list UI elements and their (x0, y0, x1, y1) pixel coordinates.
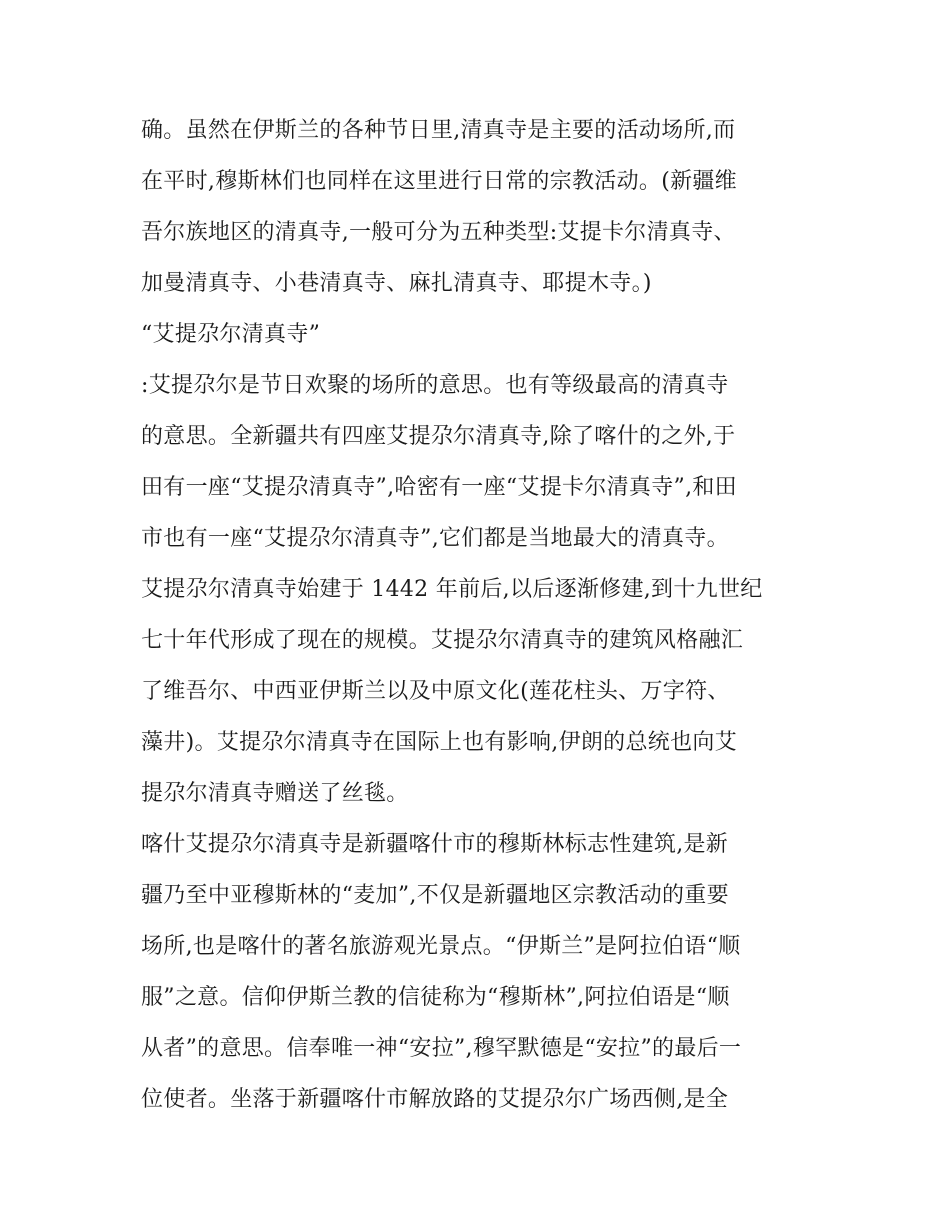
text-line: 七十年代形成了现在的规模。艾提尕尔清真寺的建筑风格融汇 (141, 628, 744, 653)
text-line: 市也有一座“艾提尕尔清真寺”,它们都是当地最大的清真寺。 (141, 526, 729, 551)
section-heading: “艾提尕尔清真寺” (141, 322, 321, 347)
text-line: 位使者。坐落于新疆喀什市解放路的艾提尕尔广场西侧,是全 (141, 1087, 729, 1112)
text-line: 确。虽然在伊斯兰的各种节日里,清真寺是主要的活动场所,而 (141, 118, 736, 143)
text-line: 喀什艾提尕尔清真寺是新疆喀什市的穆斯林标志性建筑,是新 (141, 832, 729, 857)
text-line: 场所,也是喀什的著名旅游观光景点。“伊斯兰”是阿拉伯语“顺 (141, 934, 741, 959)
body-text (141, 105, 821, 1125)
text-line: 服”之意。信仰伊斯兰教的信徒称为“穆斯林”,阿拉伯语是“顺 (141, 985, 730, 1010)
text-line: 加曼清真寺、小巷清真寺、麻扎清真寺、耶提木寺。) (141, 271, 652, 296)
text-line: 提尕尔清真寺赠送了丝毯。 (141, 781, 409, 806)
text-line: 的意思。全新疆共有四座艾提尕尔清真寺,除了喀什的之外,于 (141, 424, 736, 449)
text-line: 田有一座“艾提尕清真寺”,哈密有一座“艾提卡尔清真寺”,和田 (141, 475, 737, 500)
text-line: 艾提尕尔清真寺始建于 1442 年前后,以后逐渐修建,到十九世纪 (141, 577, 763, 602)
text-line: 了维吾尔、中西亚伊斯兰以及中原文化(莲花柱头、万字符、 (141, 679, 730, 704)
text-line: 疆乃至中亚穆斯林的“麦加”,不仅是新疆地区宗教活动的重要 (141, 883, 729, 908)
text-line: :艾提尕尔是节日欢聚的场所的意思。也有等级最高的清真寺 (141, 373, 729, 398)
text-line: 吾尔族地区的清真寺,一般可分为五种类型:艾提卡尔清真寺、 (141, 220, 736, 245)
text-line: 在平时,穆斯林们也同样在这里进行日常的宗教活动。(新疆维 (141, 169, 737, 194)
text-line: 藻井)。艾提尕尔清真寺在国际上也有影响,伊朗的总统也向艾 (141, 730, 737, 755)
text-line: 从者”的意思。信奉唯一神“安拉”,穆罕默德是“安拉”的最后一 (141, 1036, 742, 1061)
